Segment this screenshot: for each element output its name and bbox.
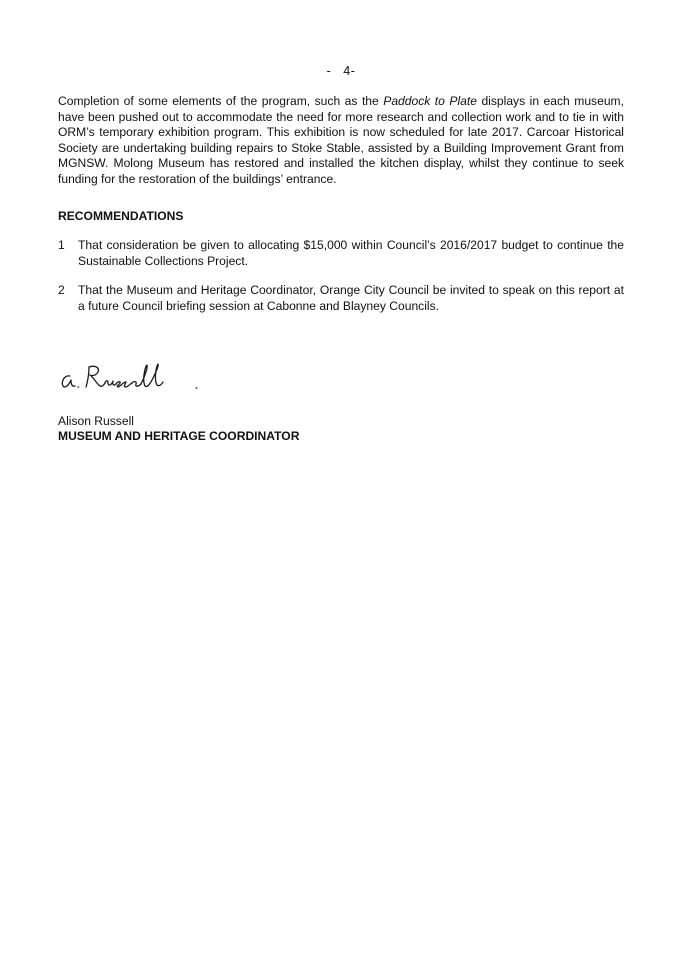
recommendation-text: That the Museum and Heritage Coordinator, Orange City Council be invited to speak on this report at a future Council briefing session at Cabonne and Blayney Councils. <box>78 283 624 313</box>
page-number <box>0 64 682 78</box>
signer-name: Alison Russell <box>58 414 134 428</box>
recommendation-number: 1 <box>58 238 65 252</box>
body-paragraph-text-start: Completion of some elements of the program, such as the <box>58 94 384 108</box>
signer-title: MUSEUM AND HERITAGE COORDINATOR <box>58 429 300 443</box>
recommendation-number: 2 <box>58 283 65 297</box>
page-number-dash-right: - <box>350 64 356 78</box>
body-paragraph <box>58 94 624 188</box>
recommendation-item <box>58 238 624 269</box>
paddock-to-plate-italic: Paddock to Plate <box>383 94 477 108</box>
recommendation-text: That consideration be given to allocating $15,000 within Council’s 2016/2017 budget to continue the Sustainable Collections Project. <box>78 238 624 268</box>
recommendations-heading: RECOMMENDATIONS <box>58 209 184 223</box>
body-paragraph-text-rest: displays in each museum, have been pushed out to accommodate the need for more research and collection work and to tie in with ORM’s temporary exhibition program. This exhibition is now scheduled for late 2017. Carcoar Historical Society are undertaking building repairs to Stoke Stable, assisted by a Building Improvement Grant from MGNSW. Molong Museum has restored and installed the kitchen display, whilst they continue to seek funding for the restoration of the buildings’ entrance. <box>58 94 624 186</box>
handwritten-signature <box>56 356 206 396</box>
recommendation-item <box>58 283 624 314</box>
page-number-value: 4 <box>343 64 351 78</box>
page-number-dash-left: - <box>326 64 332 78</box>
